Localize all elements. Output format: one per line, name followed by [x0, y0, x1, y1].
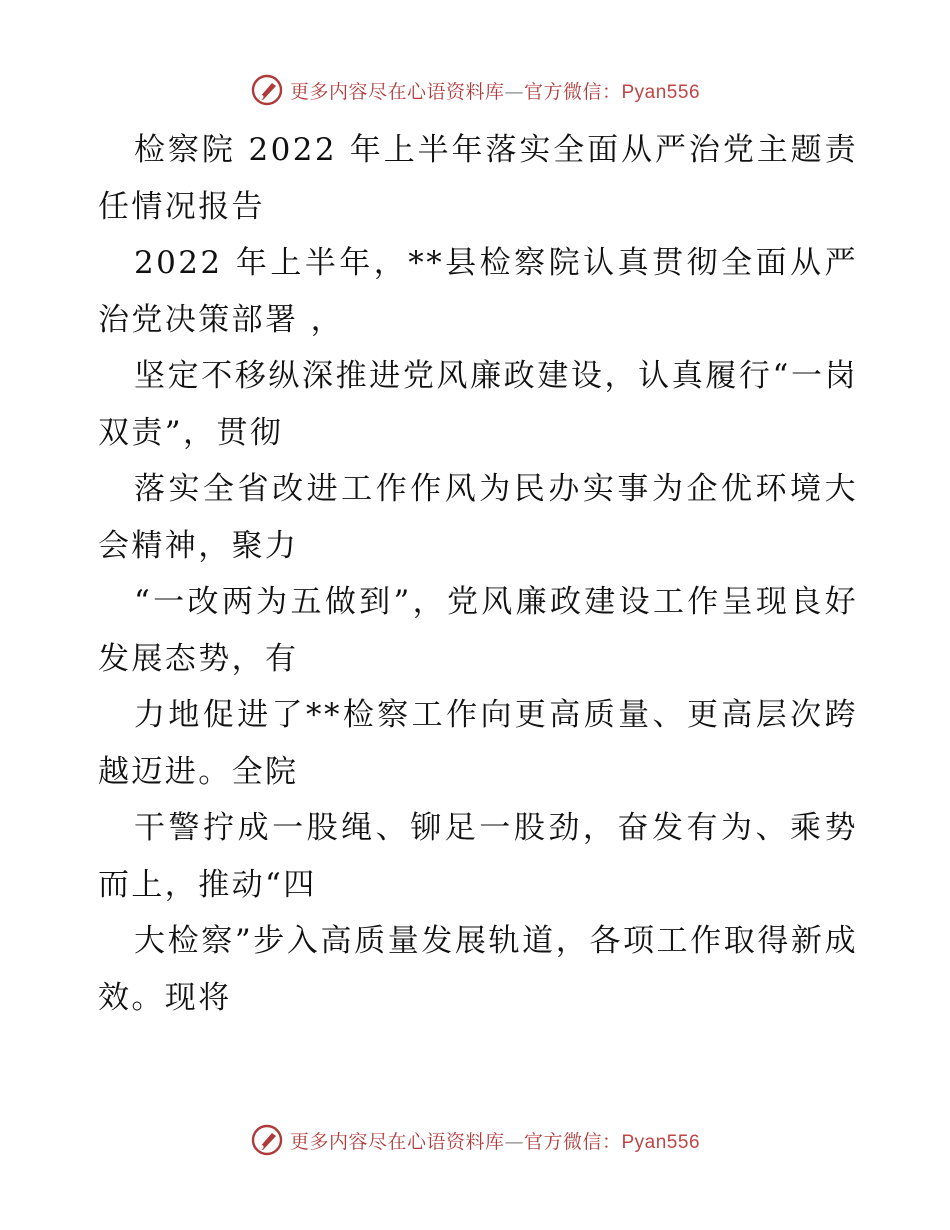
- document-body: [98, 122, 858, 1026]
- paragraph: 力地促进了**检察工作向更高质量、更高层次跨越迈进。全院: [98, 697, 858, 790]
- paragraph: 坚定不移纵深推进党风廉政建设，认真履行“一岗双责”，贯彻: [98, 358, 858, 451]
- paragraph: 2022 年上半年，**县检察院认真贯彻全面从严治党决策部署 ，: [98, 245, 858, 338]
- banner-wechat-id: Pyan556: [621, 81, 701, 103]
- pen-logo-icon: [250, 73, 284, 107]
- banner-wechat-id: Pyan556: [621, 1131, 701, 1153]
- paragraph-title: 检察院 2022 年上半年落实全面从严治党主题责任情况报告: [98, 132, 858, 225]
- paragraph: “一改两为五做到”，党风廉政建设工作呈现良好发展态势，有: [98, 584, 858, 677]
- footer-watermark-banner: [0, 1120, 950, 1160]
- paragraph: 大检察”步入高质量发展轨道，各项工作取得新成效。现将: [98, 923, 858, 1016]
- banner-main-text: 更多内容尽在心语资料库: [289, 80, 505, 103]
- pen-logo-icon: [250, 1123, 284, 1157]
- header-watermark-banner: [0, 70, 950, 110]
- banner-wechat-label: 官方微信：: [523, 80, 622, 103]
- paragraph: 干警拧成一股绳、铆足一股劲，奋发有为、乘势而上，推动“四: [98, 810, 858, 903]
- banner-wechat-label: 官方微信：: [523, 1130, 622, 1153]
- banner-dash: —: [504, 80, 524, 103]
- paragraph: 落实全省改进工作作风为民办实事为企优环境大会精神，聚力: [98, 471, 858, 564]
- banner-dash: —: [504, 1130, 524, 1153]
- banner-main-text: 更多内容尽在心语资料库: [289, 1130, 505, 1153]
